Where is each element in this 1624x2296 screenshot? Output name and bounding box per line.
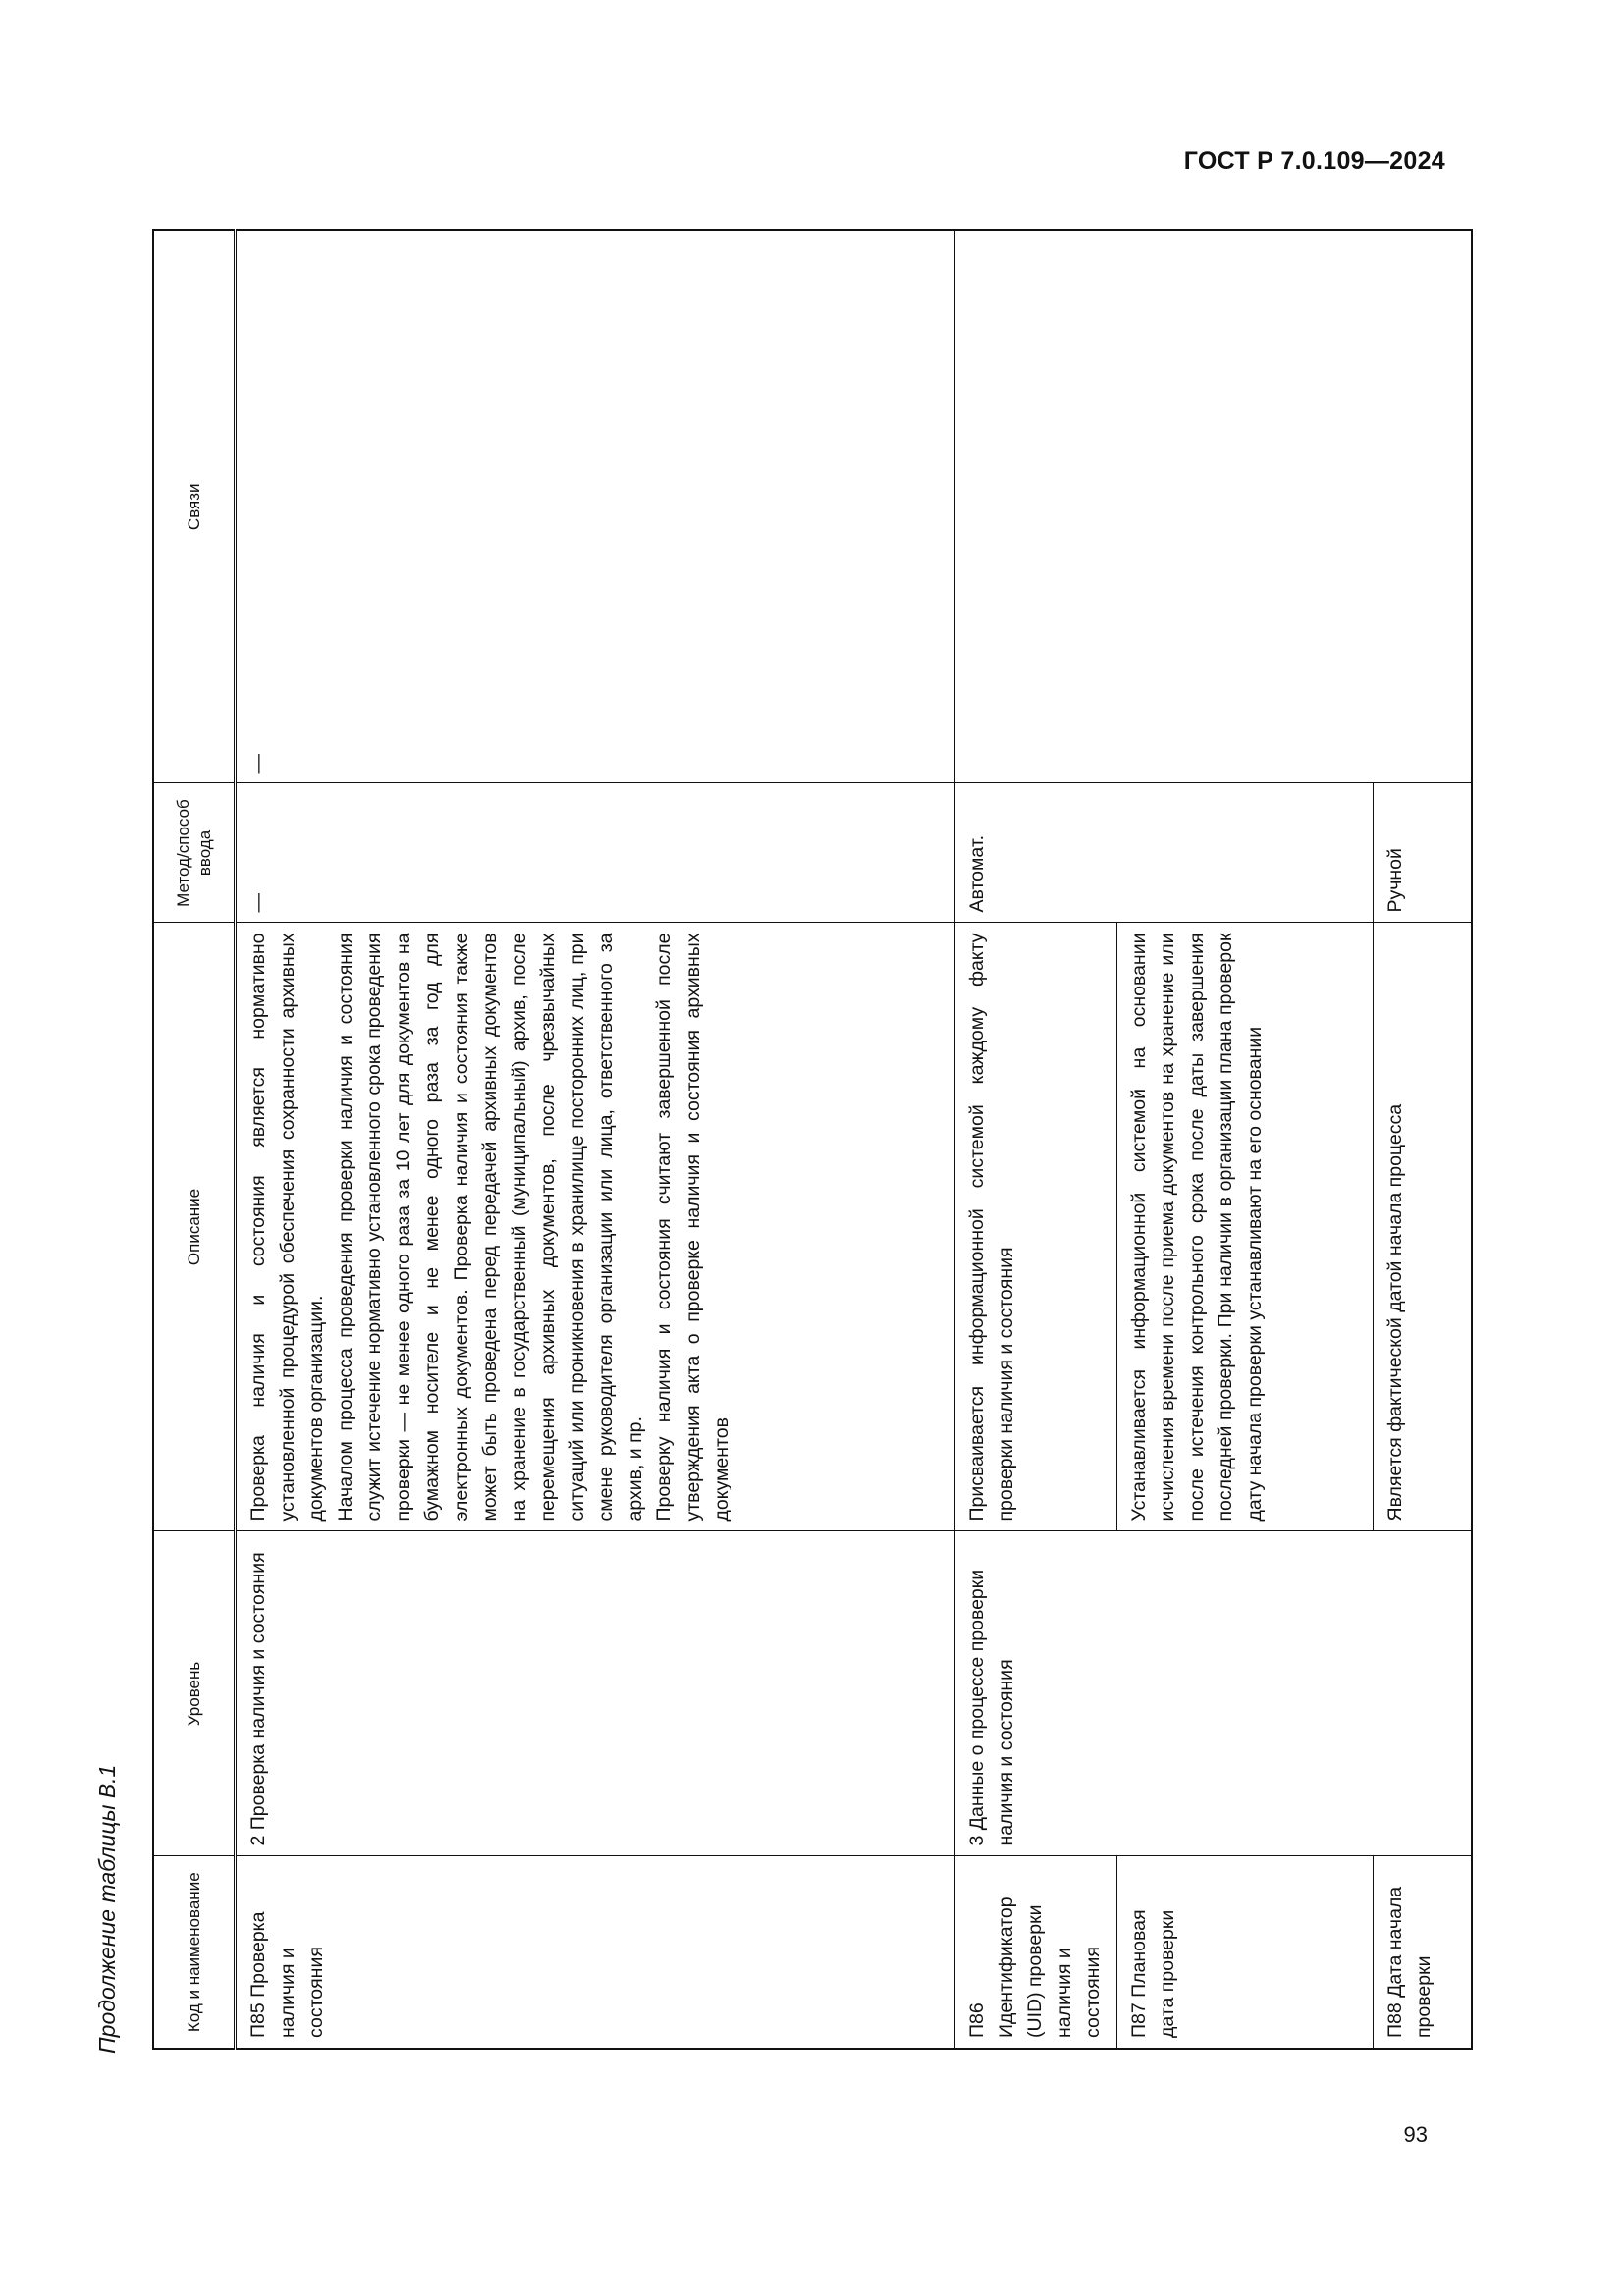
- cell-links: —: [236, 230, 955, 783]
- page-number: 93: [1403, 2122, 1428, 2147]
- table-caption: Продолжение таблицы В.1: [94, 1764, 120, 2054]
- table-row-p86: [955, 230, 1117, 2049]
- cell-description: [236, 923, 955, 1531]
- column-header-description: Описание: [153, 923, 236, 1531]
- cell-code: П85 Проверка наличия и состояния: [236, 1856, 955, 2049]
- description-paragraph: Проверку наличия и состояния считают завершенной после утверждения акта о проверке наличия и состояния архивных документов: [653, 933, 732, 1522]
- description-paragraph: Проверка наличия и состояния является нормативно установленной процедурой обеспечения сохранности архивных документов организации.: [247, 933, 327, 1522]
- cell-level: 3 Данные о процессе проверки наличия и состояния: [955, 1531, 1472, 1856]
- cell-description: Присваивается информационной системой каждому факту проверки наличия и состояния: [955, 923, 1117, 1531]
- cell-method: Ручной: [1373, 783, 1472, 923]
- table-row-p85: [236, 230, 955, 2049]
- cell-level: 2 Проверка наличия и состояния: [236, 1531, 955, 1856]
- cell-method: —: [236, 783, 955, 923]
- description-paragraph: Началом процесса проведения проверки наличия и состояния служит истечение нормативно установленного срока проведения проверки — не менее одного раза за 10 лет для документов на бумажном носителе и не менее одного раза за год для электронных документов. Проверка наличия и состояния также может быть проведена перед передачей архивных документов на хранение в государственный (муниципальный) архив, после перемещения архивных документов, после чрезвычайных ситуаций или проникновения в хранилище посторонних лиц, при смене руководителя организации или лица, ответственного за архив, и пр.: [334, 933, 646, 1522]
- cell-description: Является фактической датой начала процесса: [1373, 923, 1472, 1531]
- table-container: [152, 231, 1435, 2050]
- cell-code: П87 Плановая дата проверки: [1116, 1856, 1373, 2049]
- column-header-links: Связи: [153, 230, 236, 783]
- column-header-method: Метод/способ ввода: [153, 783, 236, 923]
- cell-links: [955, 230, 1472, 783]
- table-header-row: [153, 230, 236, 2049]
- table-v1: [152, 229, 1473, 2050]
- cell-code: П88 Дата начала проверки: [1373, 1856, 1472, 2049]
- cell-code: П86 Идентификатор (UID) проверки наличия и состояния: [955, 1856, 1117, 2049]
- column-header-code: Код и наименование: [153, 1856, 236, 2049]
- column-header-level: Уровень: [153, 1531, 236, 1856]
- cell-description: Устанавливается информационной системой на основании исчисления времени после приема документов на хранение или после истечения контрольного срока после даты завершения последней проверки. При наличии в организации плана проверок дату начала проверки устанавливают на его основании: [1116, 923, 1373, 1531]
- document-header: ГОСТ Р 7.0.109—2024: [1183, 147, 1445, 175]
- cell-method: Автомат.: [955, 783, 1374, 923]
